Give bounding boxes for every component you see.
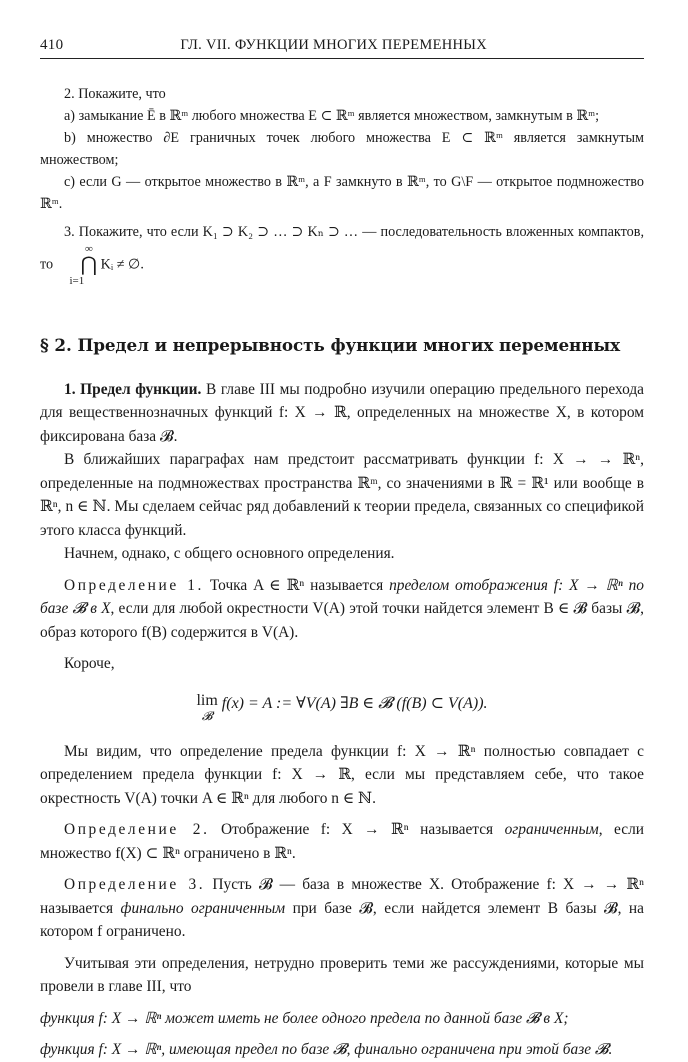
formula-lim <box>196 692 217 722</box>
exercises-block <box>40 83 644 287</box>
definition-1-term: пределом отображения f: X → ℝⁿ по базе 𝓑 в X <box>40 576 644 617</box>
paragraph-1-text: В главе III мы подробно изучили операцию предельного перехода для вещественнозначных функций f: X → ℝ, определенных на множестве X, в котором фиксирована база 𝓑. <box>40 380 644 445</box>
definition-3-text-b: при базе 𝓑, если найдется элемент B базы 𝓑, на котором f ограничено. <box>40 899 644 940</box>
definition-1-text-a: Точка A ∈ ℝⁿ называется <box>209 576 384 594</box>
exercise-3-end: Kᵢ ≠ ∅. <box>100 256 144 273</box>
section-title: § 2. Предел и непрерывность функции многих переменных <box>40 335 621 355</box>
intersection-lower-limit: i=1 <box>69 275 85 287</box>
page-number: 410 <box>40 37 64 53</box>
exercise-2b: b) множество ∂E граничных точек любого множества E ⊂ ℝᵐ является замкнутым множеством; <box>40 130 644 168</box>
paragraph-consequences: Учитывая эти определения, нетрудно проверить теми же рассуждениями, которые мы провели в главе III, что <box>40 954 644 995</box>
definition-3-label: Определение 3. <box>64 876 206 893</box>
paragraph-limit-intro <box>40 378 644 449</box>
exercise-2a: а) замыкание Ē в ℝᵐ любого множества E ⊂ ℝᵐ является множеством, замкнутым в ℝᵐ; <box>64 108 600 124</box>
paragraph-after-formula: Мы видим, что определение предела функции f: X → ℝⁿ полностью совпадает с определением предела функции f: X → ℝ, если мы представляем себе, что такое окрестность V(A) точки A ∈ ℝⁿ для любого n ∈ ℕ. <box>40 742 644 807</box>
exercise-3-text: 3. Покажите, что если K₁ ⊃ K₂ ⊃ … ⊃ Kₙ ⊃ … — последовательность вложенных компактов, то <box>40 224 644 273</box>
intersection-symbol: ⋂ <box>80 254 98 276</box>
intersection-upper-limit: ∞ <box>84 243 93 255</box>
claim-2: функция f: X → ℝⁿ, имеющая предел по базе 𝓑, финально ограничена при этой базе 𝓑. <box>40 1041 613 1058</box>
limit-formula <box>40 692 644 722</box>
shorter-text: Короче, <box>64 655 115 672</box>
formula-body: f(x) = A := ∀V(A) ∃B ∈ 𝓑 (f(B) ⊂ V(A)). <box>221 694 488 712</box>
exercise-2c: c) если G — открытое множество в ℝᵐ, а F замкнуто в ℝᵐ, то G\F — открытое подмножество ℝᵐ. <box>40 174 644 212</box>
definition-1-label: Определение 1. <box>64 576 204 594</box>
paragraph-2: В ближайших параграфах нам предстоит рассматривать функции f: X → → ℝⁿ, определенные на подмножествах пространства ℝᵐ, со значениями в ℝ = ℝ¹ или вообще в ℝⁿ, n ∈ ℕ. Мы сделаем сейчас ряд добавлений к теории предела, связанных со спецификой этого класса функций. <box>40 451 644 539</box>
formula-lim-word: lim <box>196 691 218 709</box>
subsection-heading: 1. Предел функции. <box>64 380 202 398</box>
running-title: ГЛ. VII. ФУНКЦИИ МНОГИХ ПЕРЕМЕННЫХ <box>180 37 487 53</box>
page-body <box>40 83 644 1062</box>
definition-2-text-b: , если множество f(X) ⊂ ℝⁿ ограничено в ℝⁿ. <box>40 821 644 862</box>
formula-lim-base: 𝓑 <box>201 708 213 723</box>
definition-2-label: Определение 2. <box>64 821 210 838</box>
definition-2-term: ограниченным <box>504 821 599 838</box>
page-header <box>40 34 644 58</box>
definition-2-text-a: Отображение f: X → ℝⁿ называется <box>221 821 494 838</box>
header-rule <box>40 58 644 59</box>
paragraph-3: Начнем, однако, с общего основного определения. <box>64 545 395 562</box>
definition-3-text-a: Пусть 𝓑 — база в множестве X. Отображение f: X → → ℝⁿ называется <box>40 876 644 917</box>
definition-3-term: финально ограниченным <box>120 899 286 917</box>
definition-1 <box>40 574 644 645</box>
intersection-operator <box>57 243 97 287</box>
definition-1-text-b: , если для любой окрестности V(A) этой точки найдется элемент B ∈ 𝓑 базы 𝓑, образ которого f(B) содержится в V(A). <box>40 600 644 641</box>
exercise-3 <box>40 221 644 287</box>
definition-2 <box>40 818 644 865</box>
definition-3 <box>40 873 644 944</box>
exercise-2-intro: 2. Покажите, что <box>64 86 166 102</box>
claim-1: функция f: X → ℝⁿ может иметь не более одного предела по данной базе 𝓑 в X; <box>40 1009 569 1027</box>
